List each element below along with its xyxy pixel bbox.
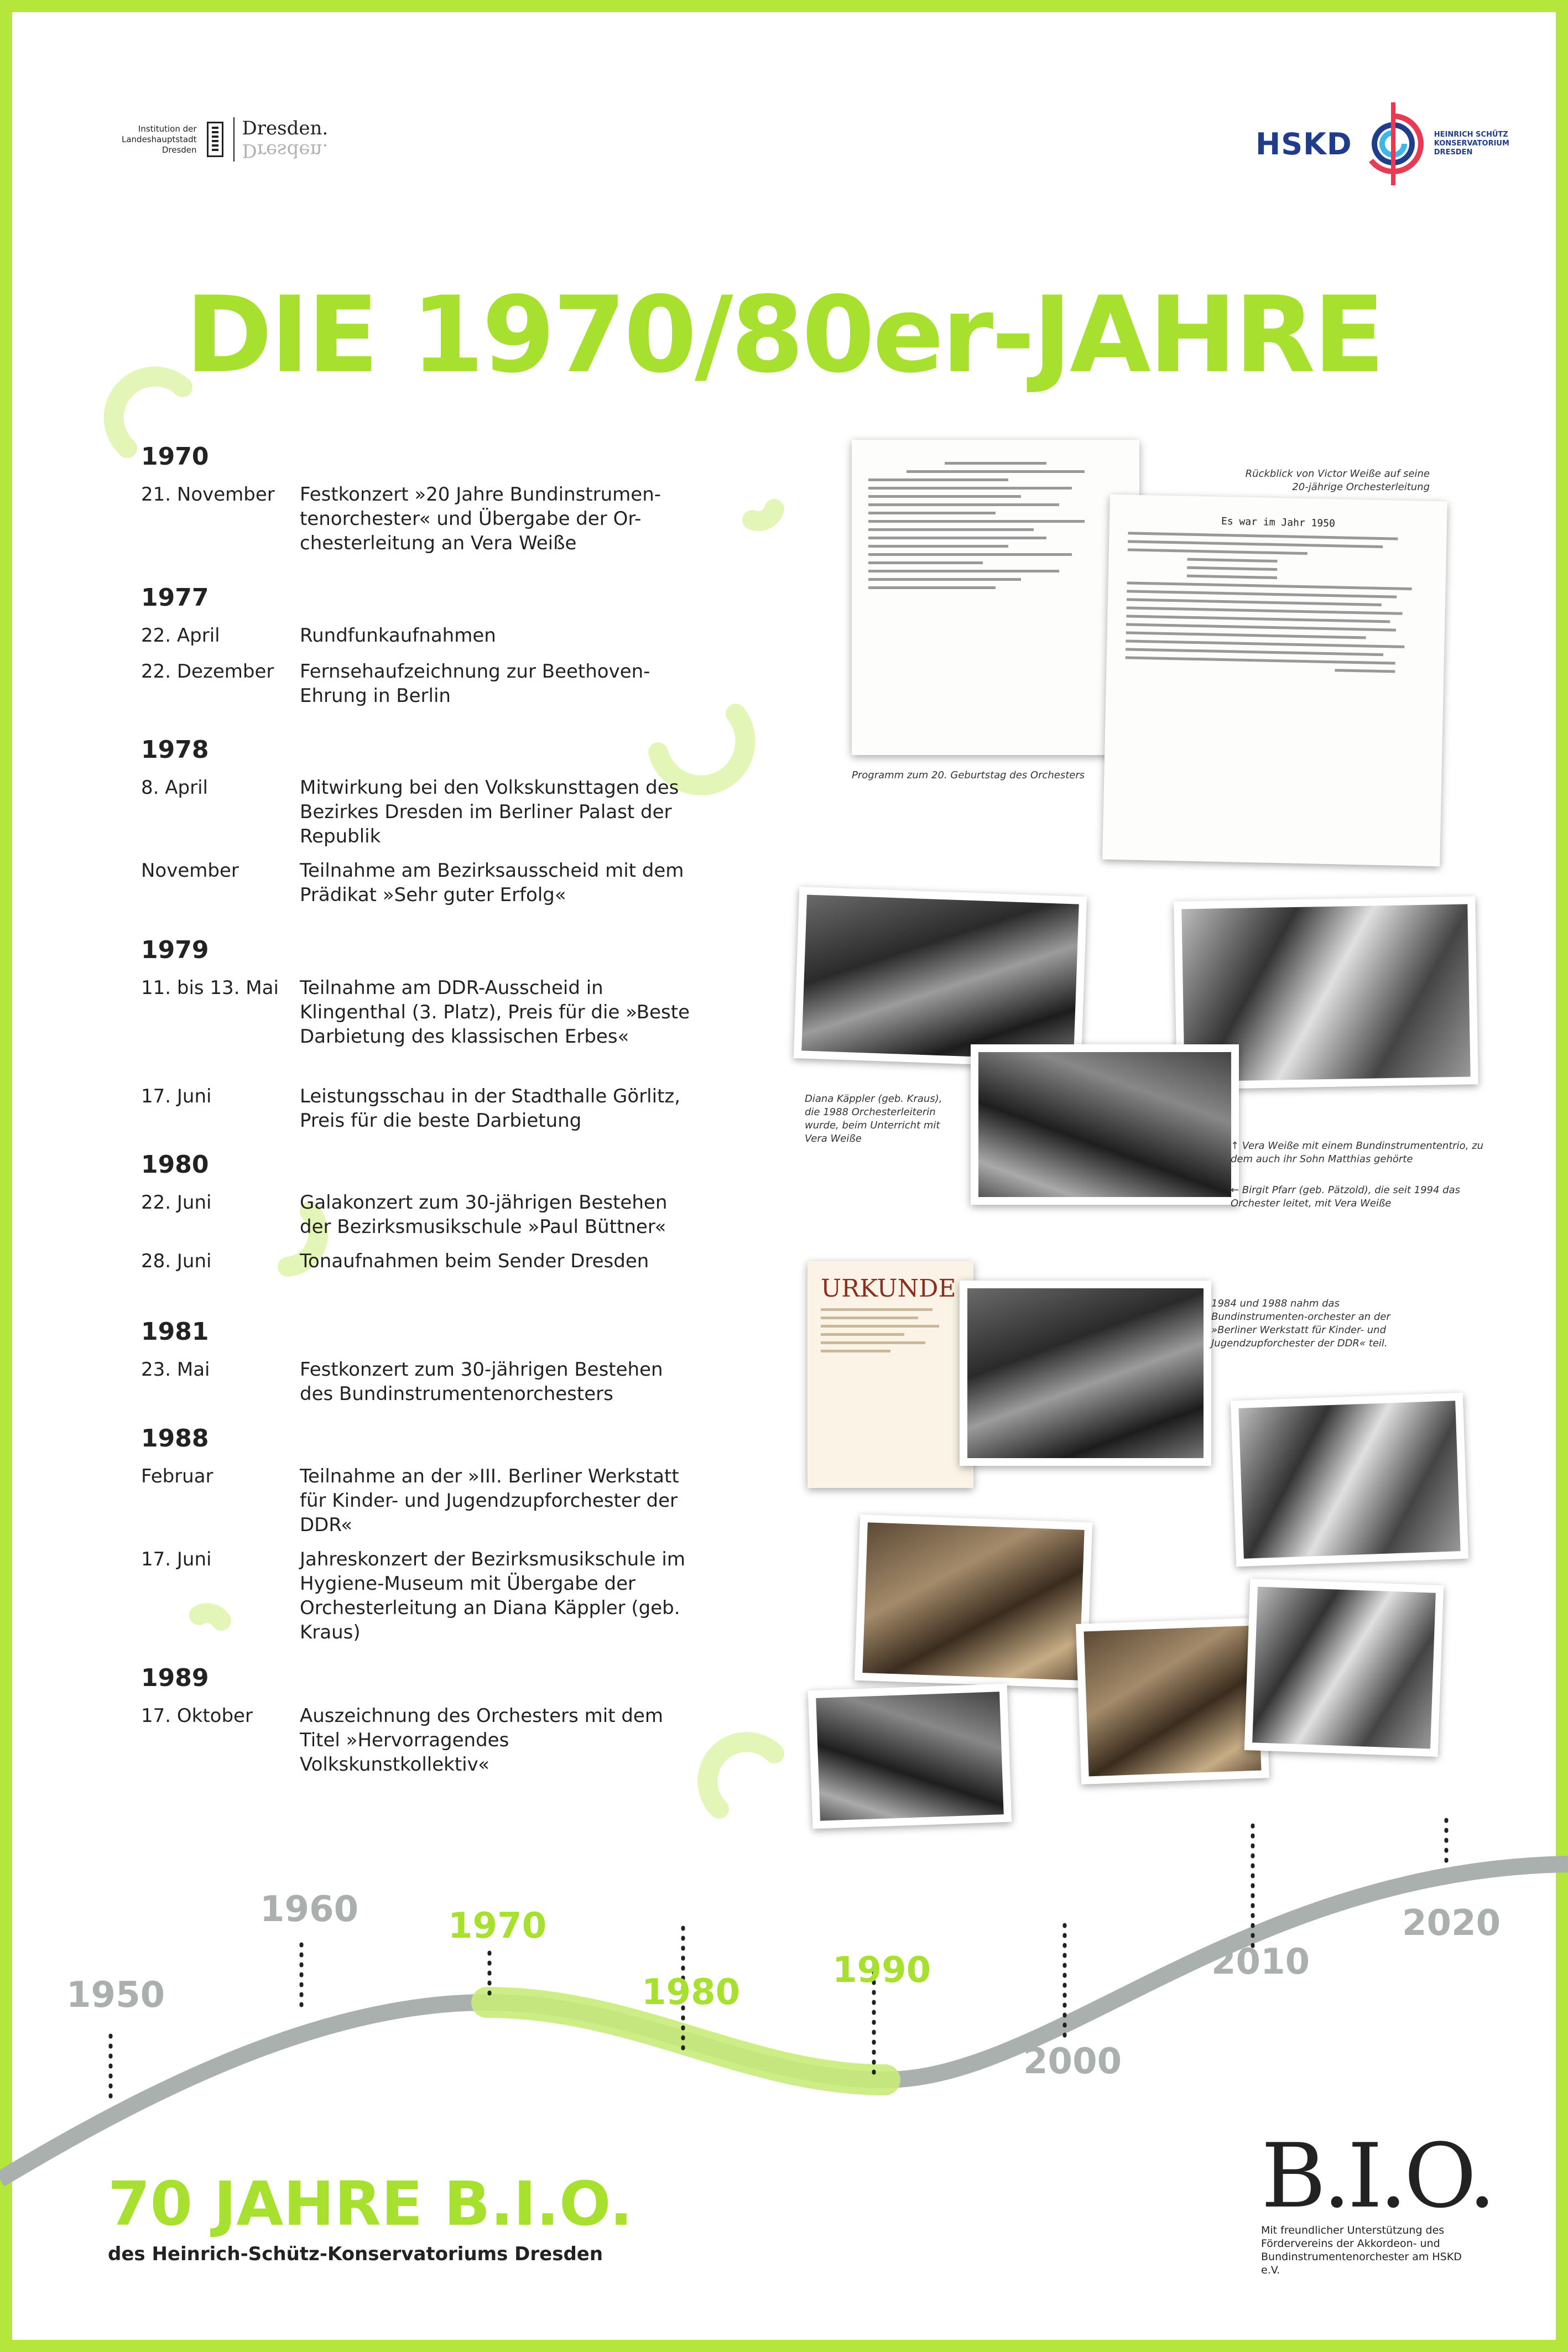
- timeline-date: Februar: [141, 1465, 213, 1487]
- bio-wordmark: B.I.O.: [1261, 2124, 1493, 2228]
- hskd-subtitle: HEINRICH SCHÜTZ KONSERVATORIUM DRESDEN: [1434, 131, 1509, 157]
- caption-vera-trio: ↑ Vera Weiße mit einem Bundinstrumententrio, zu dem auch ihr Sohn Matthias gehörte: [1231, 1140, 1483, 1165]
- caption-diana: Diana Käppler (geb. Kraus), die 1988 Orchesterleiterin wurde, beim Unterricht mit Vera Weiße: [805, 1093, 942, 1144]
- decade-2020: 2020: [1402, 1903, 1501, 1944]
- timeline-text: Leistungsschau in der Stadthalle Görlitz, Preis für die beste Darbietung: [300, 1085, 681, 1132]
- timeline-text: Fernsehaufzeichnung zur Beethoven-Ehrung in Berlin: [300, 660, 650, 707]
- decade-1960: 1960: [260, 1889, 359, 1930]
- decade-1980: 1980: [642, 1972, 741, 2013]
- letter-heading: Es war im Jahr 1950: [1221, 515, 1336, 530]
- year-1978: 1978: [141, 736, 209, 764]
- year-1980: 1980: [141, 1151, 209, 1179]
- timeline-date: 21. November: [141, 483, 275, 506]
- page-title: DIE 1970/80er-JAHRE: [185, 274, 1383, 396]
- urkunde-title: URKUNDE: [821, 1274, 956, 1303]
- caption-birgit: ← Birgit Pfarr (geb. Pätzold), die seit 1994 das Orchester leitet, mit Vera Weiße: [1231, 1184, 1461, 1209]
- decade-1970: 1970: [448, 1906, 547, 1947]
- hskd-emblem-icon: [1360, 100, 1426, 188]
- timeline-text: Mitwirkung bei den Volkskunsttagen des Bezirkes Dresden im Berliner Palast der Republik: [300, 777, 679, 847]
- footer-title: 70 JAHRE B.I.O.: [108, 2168, 633, 2239]
- ring-arc: [199, 1613, 221, 1621]
- sponsor-text: Mit freundlicher Unterstützung des Fördervereins der Akkordeon- und Bundinstrumentenorchester am HSKD e.V.: [1261, 2224, 1462, 2276]
- timeline-text: Teilnahme am DDR-Ausscheid in Klingenthal (3. Platz), Preis für die »Beste Darbietung des klassischen Erbes«: [300, 977, 690, 1048]
- caption-programm: Programm zum 20. Geburtstag des Orchesters: [852, 769, 1085, 781]
- timeline-date: 11. bis 13. Mai: [141, 977, 279, 999]
- timeline-date: 22. Dezember: [141, 660, 274, 683]
- timeline-date: 28. Juni: [141, 1250, 212, 1272]
- timeline-text: Festkonzert »20 Jahre Bundinstrumen-tenorchester« und Übergabe der Or-chesterleitung an Vera Weiße: [300, 483, 661, 554]
- photo-teaching: [971, 1044, 1239, 1205]
- dresden-crest-icon: [207, 122, 223, 157]
- timeline-text: Festkonzert zum 30-jährigen Bestehen des Bundinstrumentenorchesters: [300, 1359, 663, 1405]
- timeline-date: 17. Juni: [141, 1548, 212, 1570]
- timeline-date: 8. April: [141, 777, 208, 799]
- decade-1950: 1950: [66, 1975, 165, 2016]
- dresden-wordmark: Dresden. Dresden.: [233, 117, 329, 162]
- timeline-date: 17. Oktober: [141, 1705, 253, 1727]
- timeline-text: Galakonzert zum 30-jährigen Bestehen der Bezirksmusikschule »Paul Büttner«: [300, 1191, 668, 1238]
- timeline-date: 23. Mai: [141, 1359, 210, 1381]
- timeline-text: Teilnahme am Bezirksausscheid mit dem Prädikat »Sehr guter Erfolg«: [300, 860, 684, 906]
- caption-rueckblick: Rückblick von Victor Weiße auf seine 20-jährige Orchesterleitung: [1245, 468, 1430, 493]
- programm-document: [852, 440, 1139, 755]
- urkunde-certificate: [808, 1261, 973, 1488]
- photo-orchester-stage: [1231, 1393, 1468, 1567]
- timeline-date: 22. Juni: [141, 1191, 212, 1214]
- timeline-date: 22. April: [141, 625, 220, 647]
- decade-2000: 2000: [1023, 2041, 1122, 2082]
- timeline-text: Auszeichnung des Orchesters mit dem Titel »Hervorragendes Volkskunstkollektiv«: [300, 1705, 663, 1776]
- photo-guitar-lesson: [794, 887, 1087, 1068]
- ring-arc: [752, 509, 774, 521]
- photo-mandolin-duo: [1076, 1617, 1269, 1784]
- bio-logo: [1261, 2124, 1493, 2228]
- photo-orchester-werkstatt: [960, 1281, 1211, 1466]
- hskd-wordmark: HSKD: [1256, 126, 1352, 162]
- ring-arc: [658, 714, 745, 785]
- hskd-logo: [1256, 100, 1509, 188]
- timeline-text: Teilnahme an der »III. Berliner Werkstatt für Kinder- und Jugendzupforchester der DDR«: [300, 1465, 679, 1536]
- year-1981: 1981: [141, 1318, 209, 1346]
- decade-1990: 1990: [832, 1950, 931, 1991]
- timeline-text: Jahreskonzert der Bezirksmusikschule im Hygiene-Museum mit Übergabe der Orchesterleitung an Diana Käppler (geb. Kraus): [300, 1548, 685, 1643]
- timeline-date: November: [141, 860, 239, 882]
- rueckblick-letter: [1102, 495, 1447, 867]
- photo-girl-guitar: [1244, 1579, 1444, 1757]
- dresden-logo-text: Institution der Landeshauptstadt Dresden: [122, 123, 197, 155]
- caption-werkstatt: 1984 und 1988 nahm das Bundinstrumenten-orchester an der »Berliner Werkstatt für Kinder- und Jugendzupforchester der DDR« teil.: [1211, 1298, 1390, 1349]
- year-1988: 1988: [141, 1424, 209, 1453]
- year-1977: 1977: [141, 584, 209, 612]
- year-1989: 1989: [141, 1664, 209, 1692]
- timeline-text: Rundfunkaufnahmen: [300, 625, 496, 647]
- timeline-highlight: [487, 2002, 885, 2080]
- year-1979: 1979: [141, 936, 209, 964]
- dresden-logo: [122, 117, 328, 162]
- photo-guitar-duo: [855, 1515, 1092, 1688]
- timeline-date: 17. Juni: [141, 1085, 212, 1107]
- year-1970: 1970: [141, 443, 209, 471]
- timeline-text: Tonaufnahmen beim Sender Dresden: [300, 1250, 649, 1272]
- footer-subtitle: des Heinrich-Schütz-Konservatoriums Dresden: [108, 2243, 603, 2265]
- decade-2010: 2010: [1211, 1942, 1310, 1982]
